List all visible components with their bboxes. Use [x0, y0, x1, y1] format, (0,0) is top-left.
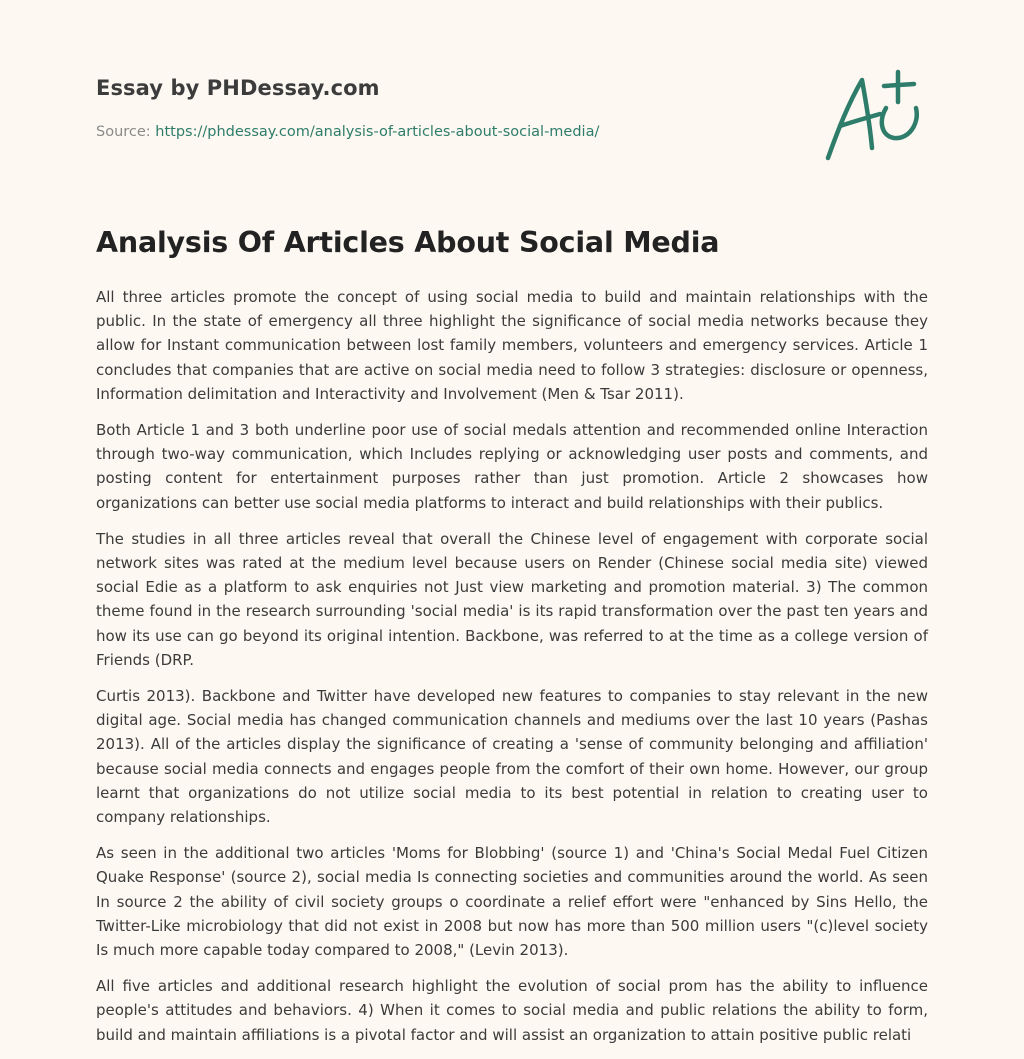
source-line: [96, 124, 599, 140]
essay-paragraph: All five articles and additional research highlight the evolution of social prom has the ability to influence people's attitudes and behaviors. 4) When it comes to social media and public relations the ability to form, build and maintain affiliations is a pivotal factor and will assist an organization to attain positive public relati: [96, 977, 928, 1044]
source-link[interactable]: https://phdessay.com/analysis-of-articles-about-social-media/: [155, 124, 600, 140]
essay-paragraph: All three articles promote the concept of using social media to build and maintain relationships with the public. In the state of emergency all three highlight the significance of social media networks because they allow for Instant communication between lost family members, volunteers and emergency services. Article 1 concludes that companies that are active on social media need to follow 3 strategies: disclosure or openness, Information delimitation and Interactivity and Involvement (Men & Tsar 2011).: [96, 288, 928, 403]
essay-title: Analysis Of Articles About Social Media: [96, 226, 720, 259]
essay-paragraph: As seen in the additional two articles 'Moms for Blobbing' (source 1) and 'China's Social Medal Fuel Citizen Quake Response' (source 2), social media Is connecting societies and communities around the world. As seen In source 2 the ability of civil society groups o coordinate a relief effort were "enhanced by Sins Hello, the Twitter-Like microbiology that did not exist in 2008 but now has more than 500 million users "(c)level society Is much more capable today compared to 2008," (Levin 2013).: [96, 844, 928, 960]
essay-paragraph: Curtis 2013). Backbone and Twitter have developed new features to companies to stay relevant in the new digital age. Social media has changed communication channels and mediums over the last 10 years (Pashas 2013). All of the articles display the significance of creating a 'sense of community belonging and affiliation' because social media connects and engages people from the comfort of their own home. However, our group learnt that organizations do not utilize social media to its best potential in relation to creating user to company relationships.: [96, 687, 928, 827]
essay-body: [96, 285, 928, 1059]
essay-paragraph: The studies in all three articles reveal that overall the Chinese level of engagement with corporate social network sites was rated at the medium level because users on Render (Chinese social media site) viewed social Edie as a platform to ask enquiries not Just view marketing and promotion material. 3) The common theme found in the research surrounding 'social media' is its rapid transformation over the past ten years and how its use can go beyond its original intention. Backbone, was referred to at the time as a college version of Friends (DRP.: [96, 529, 928, 669]
essay-paragraph: Both Article 1 and 3 both underline poor use of social medals attention and recommended online Interaction through two-way communication, which Includes replying or acknowledging user posts and comments, and posting content for entertainment purposes rather than just promotion. Article 2 showcases how organizations can better use social media platforms to interact and build relationships with their publics.: [96, 421, 928, 512]
a-plus-grade-icon: [820, 68, 930, 164]
site-brand: Essay by PHDessay.com: [96, 76, 380, 100]
source-label: Source:: [96, 124, 156, 140]
